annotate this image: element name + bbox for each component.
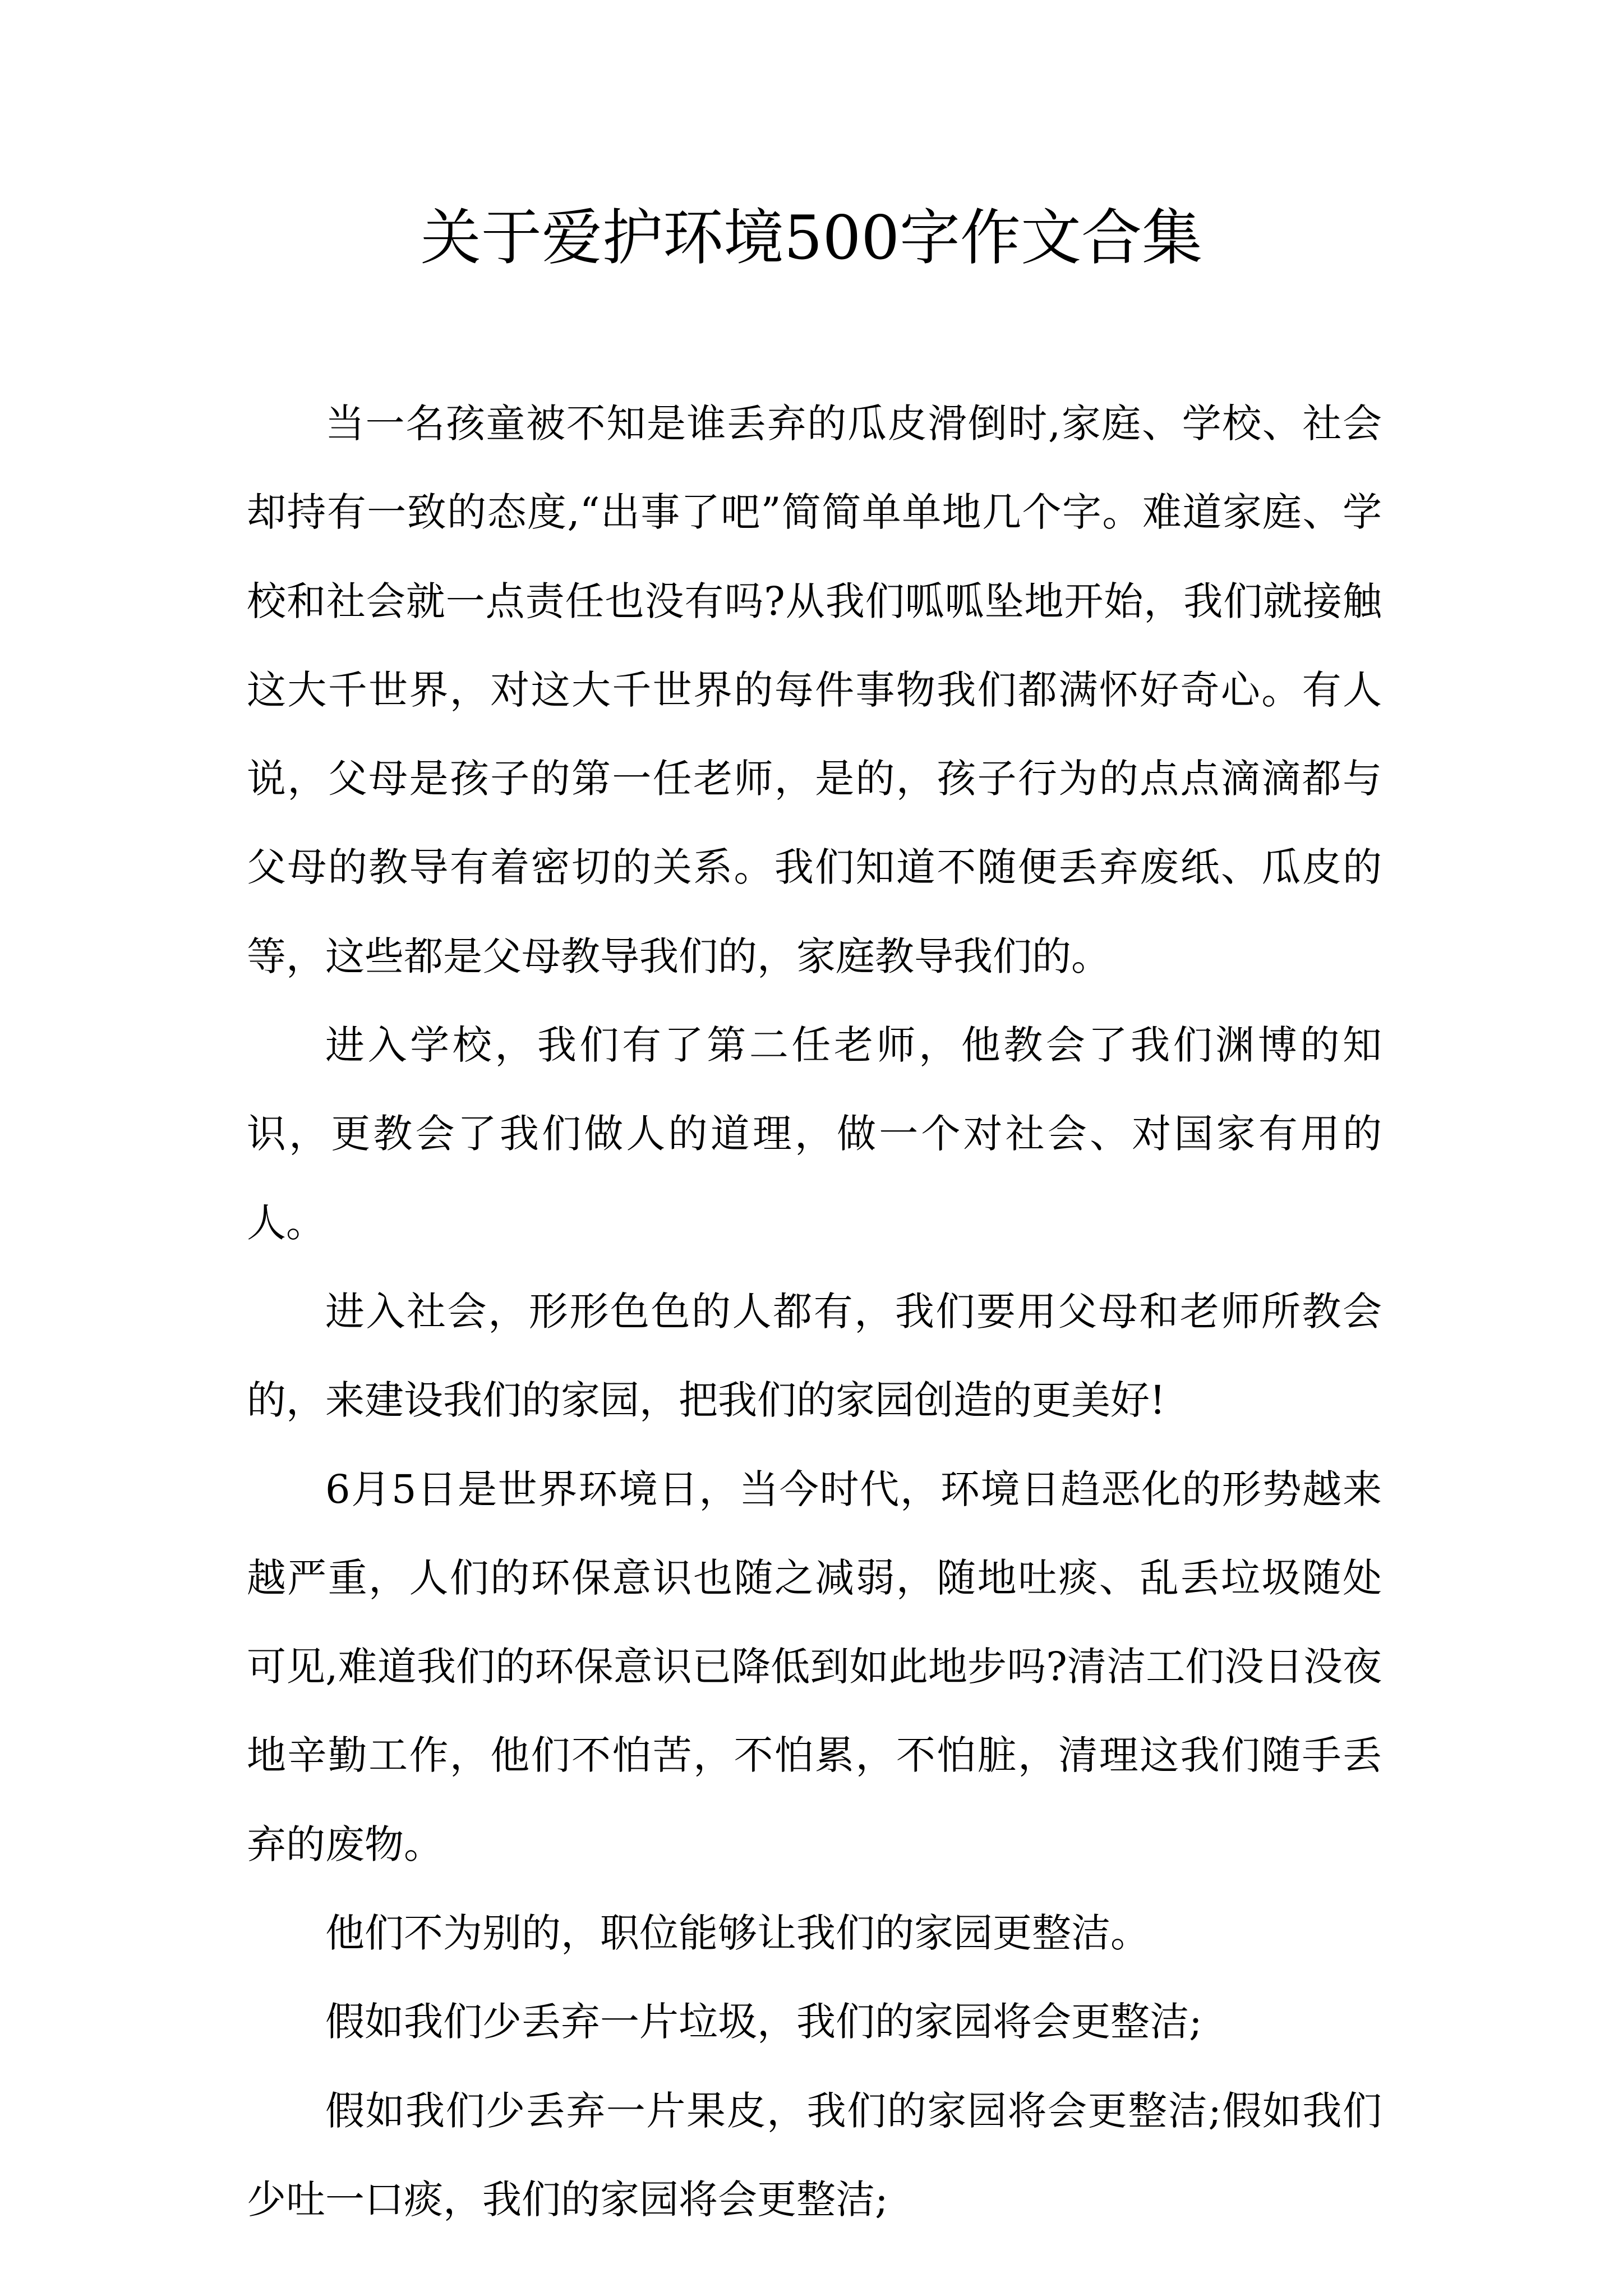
paragraph: 假如我们少丢弃一片果皮，我们的家园将会更整洁;假如我们少吐一口痰，我们的家园将会更整洁; [247,2087,1382,2223]
paragraph: 当一名孩童被不知是谁丢弃的瓜皮滑倒时,家庭、学校、社会却持有一致的态度,“出事了吧”简简单单地几个字。难道家庭、学校和社会就一点责任也没有吗?从我们呱呱坠地开始，我们就接触这大千世界，对这大千世界的每件事物我们都满怀好奇心。有人说，父母是孩子的第一任老师，是的，孩子行为的点点滴滴都与父母的教导有着密切的关系。我们知道不随便丢弃废纸、瓜皮的等，这些都是父母教导我们的，家庭教导我们的。 [247,401,1382,979]
document-body [247,379,1382,2244]
paragraph: 进入学校，我们有了第二任老师，他教会了我们渊博的知识，更教会了我们做人的道理，做一个对社会、对国家有用的人。 [247,1022,1382,1246]
paragraph: 进入社会，形形色色的人都有，我们要用父母和老师所教会的，来建设我们的家园，把我们的家园创造的更美好! [247,1288,1382,1424]
paragraph: 他们不为别的，职位能够让我们的家园更整洁。 [325,1910,1150,1957]
paragraph: 6月5日是世界环境日，当今时代，环境日趋恶化的形势越来越严重，人们的环保意识也随之减弱，随地吐痰、乱丢垃圾随处可见,难道我们的环保意识已降低到如此地步吗?清洁工们没日没夜地辛勤工作，他们不怕苦，不怕累，不怕脏，清理这我们随手丢弃的废物。 [247,1466,1382,1867]
paragraph: 假如我们少丢弃一片垃圾，我们的家园将会更整洁; [325,1999,1202,2045]
document-title: 关于爱护环境500字作文合集 [420,203,1203,273]
